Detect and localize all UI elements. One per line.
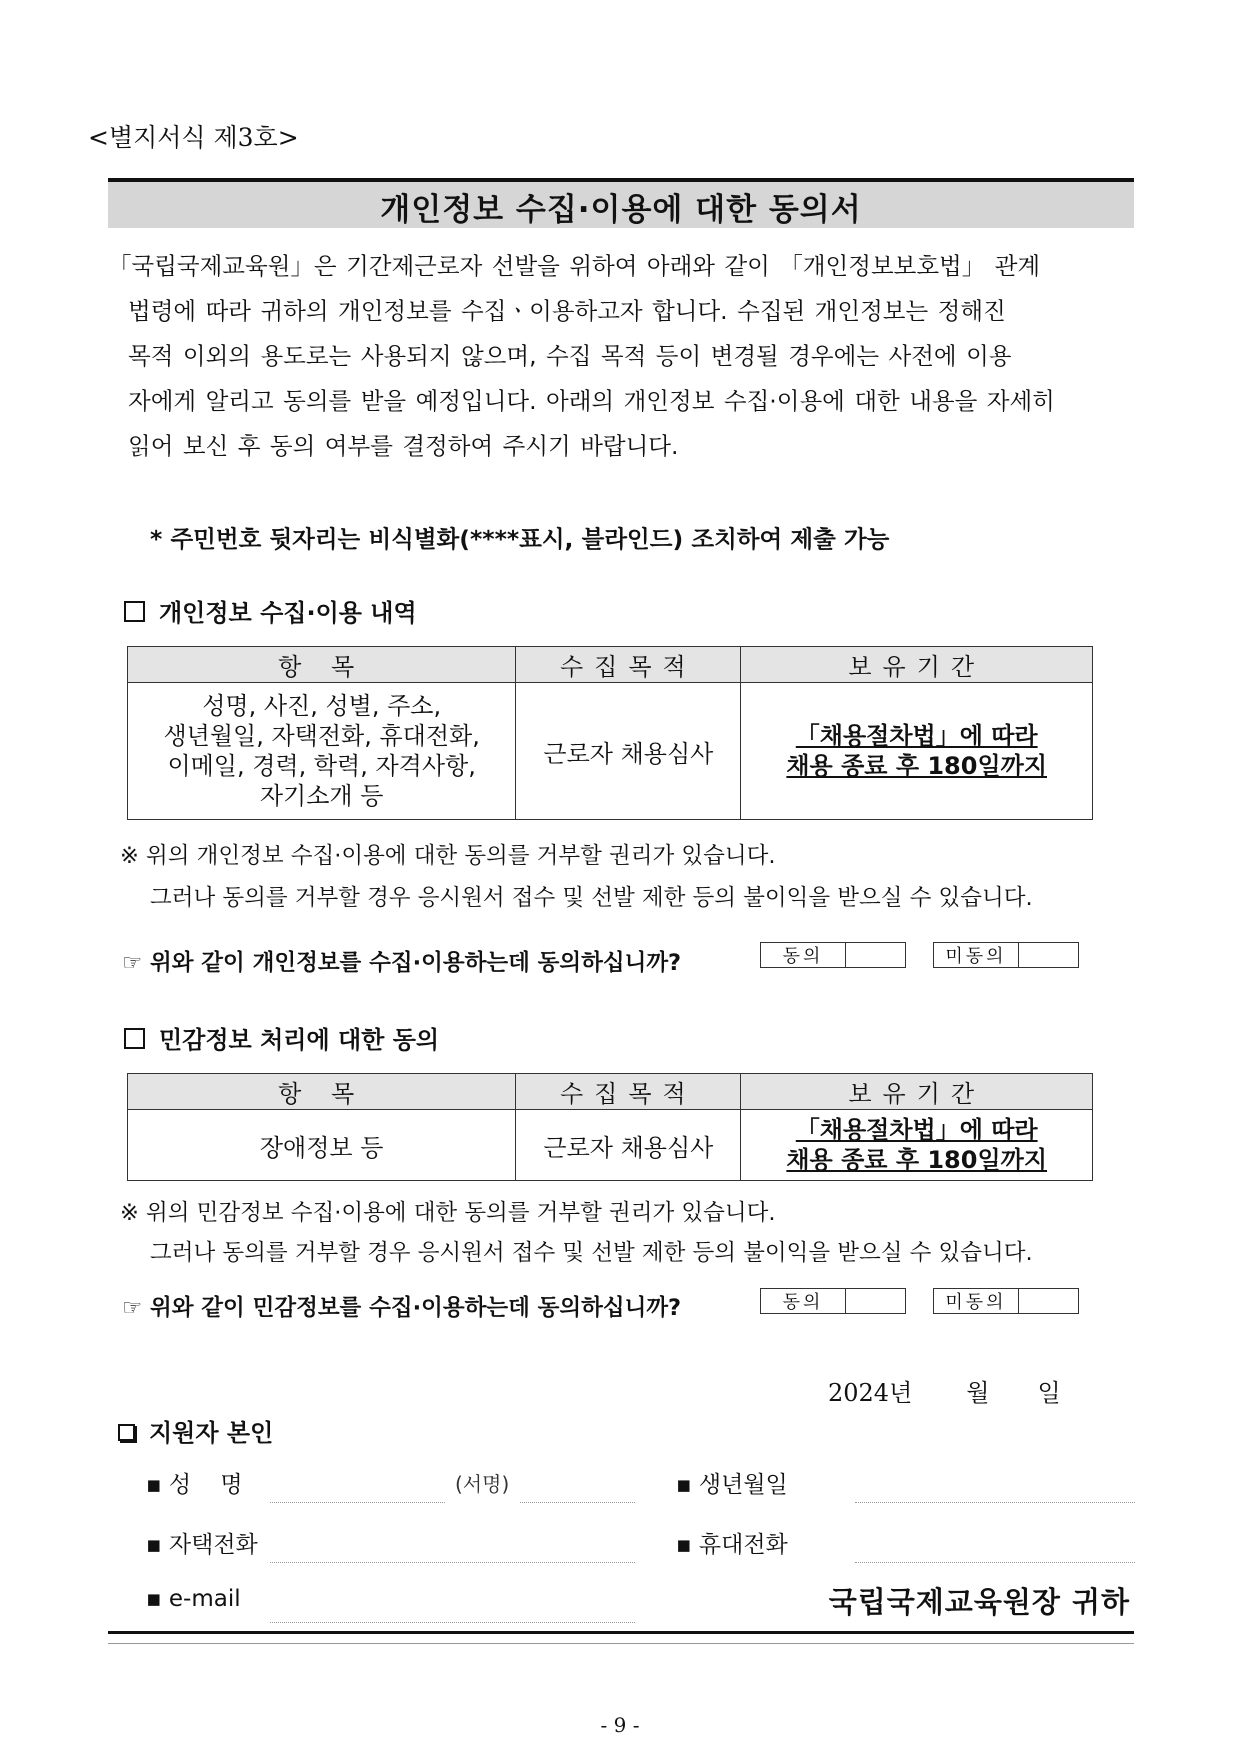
home-phone-field[interactable] (270, 1562, 635, 1563)
purpose-cell: 근로자 채용심사 (516, 683, 741, 820)
date-line (828, 1373, 1061, 1408)
mobile-phone-field[interactable] (855, 1562, 1135, 1563)
purpose-cell: 근로자 채용심사 (516, 1110, 741, 1181)
section1-note-1: ※ 위의 개인정보 수집·이용에 대한 동의를 거부할 권리가 있습니다. (120, 843, 776, 869)
section2-disagree-box (933, 1288, 1079, 1314)
agree-checkbox[interactable] (846, 943, 905, 967)
section1-heading-text: 개인정보 수집·이용 내역 (159, 599, 417, 627)
section2-note-1: ※ 위의 민감정보 수집·이용에 대한 동의를 거부할 권리가 있습니다. (120, 1200, 776, 1226)
signature-label: (서명) (455, 1472, 510, 1496)
intro-line-1: 「국립국제교육원」은 기간제근로자 선발을 위하여 아래와 같이 「개인정보보호법」 관계 (108, 252, 1041, 280)
section1-heading (124, 593, 417, 628)
bottom-rule-thin (108, 1643, 1134, 1644)
disagree-label: 미동의 (934, 943, 1019, 967)
section2-heading (124, 1020, 439, 1055)
header-period: 보유기간 (741, 647, 1093, 683)
period-line: 채용 종료 후 180일까지 (786, 752, 1048, 780)
intro-line-5: 읽어 보신 후 동의 여부를 결정하여 주시기 바랍니다. (128, 432, 679, 460)
header-items: 항 목 (128, 647, 516, 683)
birth-date-label: ▪ 생년월일 (676, 1472, 788, 1498)
section1-question: ☞ 위와 같이 개인정보를 수집·이용하는데 동의하십니까? (122, 950, 682, 976)
items-cell (128, 683, 516, 820)
resident-number-notice: * 주민번호 뒷자리는 비식별화(****표시, 블라인드) 조치하여 제출 가능 (150, 525, 890, 553)
page-number: - 9 - (600, 1713, 640, 1737)
period-line: 「채용절차법」에 따라 (795, 1116, 1038, 1144)
disagree-checkbox[interactable] (1019, 943, 1078, 967)
signature-field[interactable] (520, 1502, 635, 1503)
table-row (128, 1110, 1093, 1181)
header-purpose: 수집목적 (516, 647, 741, 683)
checkbox-square-icon (124, 601, 145, 622)
date-year: 2024년 (828, 1379, 913, 1407)
bottom-rule (108, 1631, 1134, 1634)
date-month: 월 (966, 1379, 990, 1407)
applicant-heading-text: 지원자 본인 (149, 1419, 274, 1447)
section2-note-2: 그러나 동의를 거부할 경우 응시원서 접수 및 선발 제한 등의 불이익을 받으실 수 있습니다. (150, 1240, 1033, 1266)
name-label: ▪ 성 명 (146, 1472, 243, 1498)
shadowed-checkbox-icon (118, 1424, 135, 1441)
section1-disagree-box (933, 942, 1079, 968)
mobile-phone-label: ▪ 휴대전화 (676, 1532, 788, 1558)
intro-line-2: 법령에 따라 귀하의 개인정보를 수집ㆍ이용하고자 합니다. 수집된 개인정보는 정해진 (128, 297, 1006, 325)
items-line: 생년월일, 자택전화, 휴대전화, (163, 722, 480, 750)
items-line: 이메일, 경력, 학력, 자격사항, (167, 752, 476, 780)
email-label: ▪ e-mail (146, 1586, 241, 1612)
agree-checkbox[interactable] (846, 1289, 905, 1313)
agree-label: 동의 (761, 943, 846, 967)
sensitive-info-table (127, 1073, 1093, 1181)
period-line: 「채용절차법」에 따라 (795, 722, 1038, 750)
intro-line-3: 목적 이외의 용도로는 사용되지 않으며, 수집 목적 등이 변경될 경우에는 사전에 이용 (128, 342, 1012, 370)
birth-date-field[interactable] (855, 1502, 1135, 1503)
intro-line-4: 자에게 알리고 동의를 받을 예정입니다. 아래의 개인정보 수집·이용에 대한 내용을 자세히 (128, 387, 1055, 415)
disagree-label: 미동의 (934, 1289, 1019, 1313)
table-row (128, 683, 1093, 820)
form-number: <별지서식 제3호> (88, 123, 299, 152)
agree-label: 동의 (761, 1289, 846, 1313)
section2-agree-box (760, 1288, 906, 1314)
section2-question: ☞ 위와 같이 민감정보를 수집·이용하는데 동의하십니까? (122, 1295, 682, 1321)
checkbox-square-icon (124, 1028, 145, 1049)
date-day: 일 (1037, 1379, 1061, 1407)
personal-info-table (127, 646, 1093, 820)
table-header-row (128, 647, 1093, 683)
applicant-heading (118, 1413, 273, 1448)
name-field[interactable] (270, 1502, 445, 1503)
period-cell (741, 683, 1093, 820)
items-cell: 장애정보 등 (128, 1110, 516, 1181)
section1-note-2: 그러나 동의를 거부할 경우 응시원서 접수 및 선발 제한 등의 불이익을 받으실 수 있습니다. (150, 885, 1033, 911)
home-phone-label: ▪ 자택전화 (146, 1532, 258, 1558)
items-line: 성명, 사진, 성별, 주소, (202, 692, 442, 720)
email-field[interactable] (270, 1622, 635, 1623)
header-period: 보유기간 (741, 1074, 1093, 1110)
period-cell (741, 1110, 1093, 1181)
section2-heading-text: 민감정보 처리에 대한 동의 (159, 1026, 440, 1054)
header-items: 항 목 (128, 1074, 516, 1110)
addressee: 국립국제교육원장 귀하 (828, 1585, 1130, 1619)
section1-agree-box (760, 942, 906, 968)
table-header-row (128, 1074, 1093, 1110)
header-purpose: 수집목적 (516, 1074, 741, 1110)
items-line: 자기소개 등 (259, 782, 384, 810)
disagree-checkbox[interactable] (1019, 1289, 1078, 1313)
document-title: 개인정보 수집·이용에 대한 동의서 (380, 192, 862, 228)
period-line: 채용 종료 후 180일까지 (786, 1146, 1048, 1174)
